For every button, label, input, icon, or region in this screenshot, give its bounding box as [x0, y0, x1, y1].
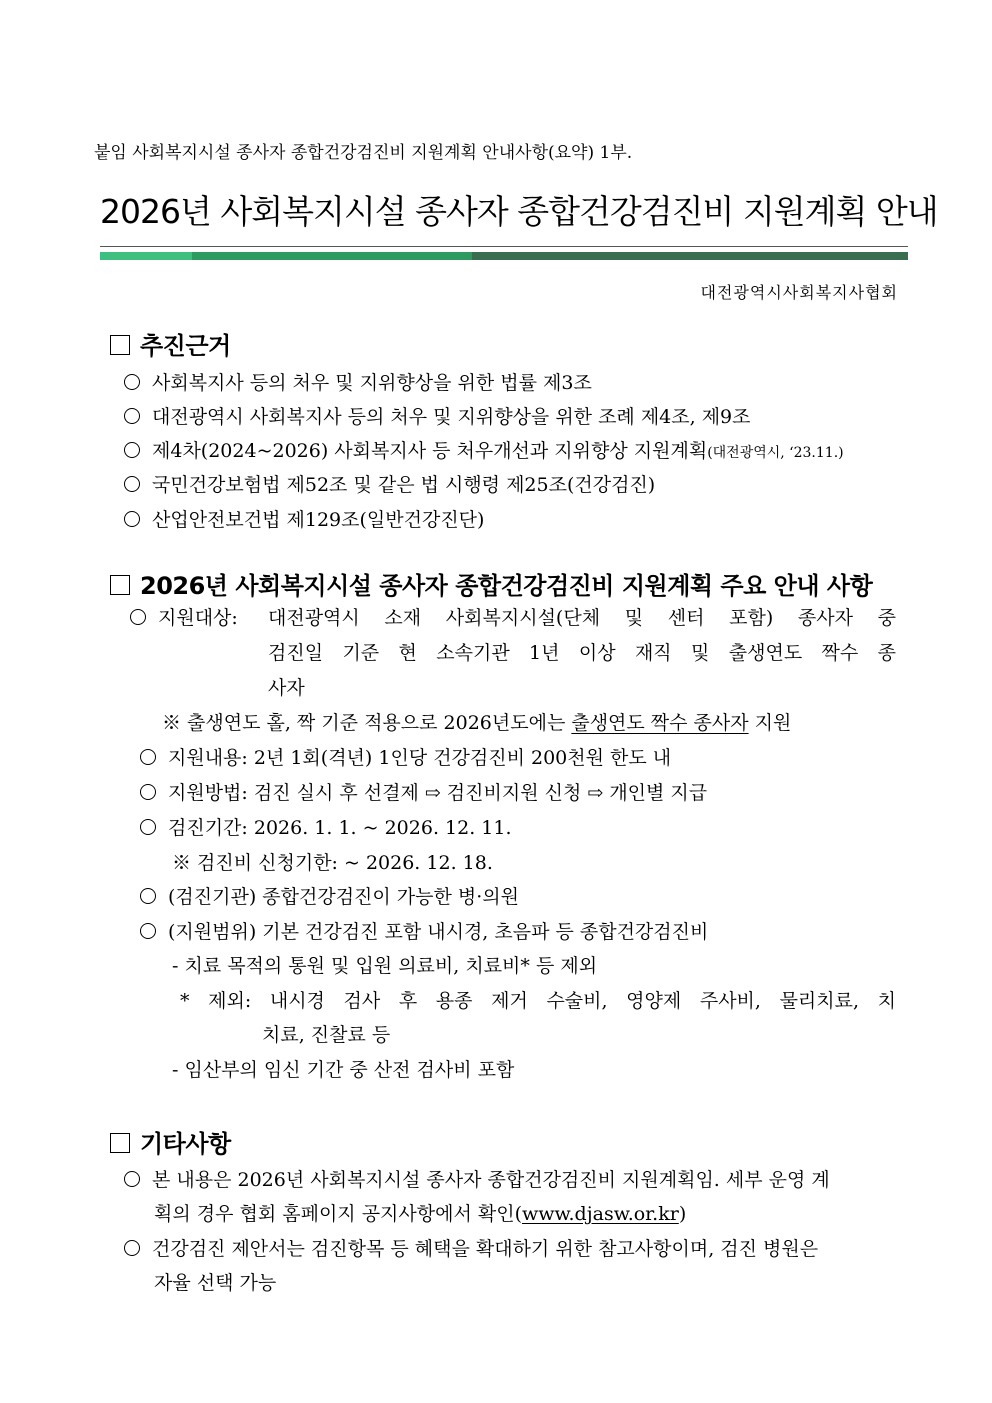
circle-bullet-icon	[130, 609, 146, 625]
circle-bullet-icon	[124, 476, 140, 492]
exclusion-item: - 치료 목적의 통원 및 입원 의료비, 치료비* 등 제외	[172, 955, 598, 977]
circle-bullet-icon	[124, 1240, 140, 1256]
circle-bullet-icon	[140, 819, 156, 835]
organization-name: 대전광역시사회복지사협회	[700, 283, 898, 302]
page-title: 2026년 사회복지시설 종사자 종합건강검진비 지원계획 안내	[100, 192, 938, 231]
target-line-1: 대전광역시 소재 사회복지시설(단체 및 센터 포함) 종사자 중	[268, 607, 896, 629]
list-item: 제4차(2024~2026) 사회복지사 등 처우개선과 지위향상 지원계획(대전광역시, ‘23.11.)	[124, 436, 844, 463]
association-homepage-link[interactable]: www.djasw.or.kr	[521, 1203, 679, 1225]
circle-bullet-icon	[140, 749, 156, 765]
circle-bullet-icon	[124, 1171, 140, 1187]
exclusion-detail-line-2: 치료, 진찰료 등	[262, 1024, 391, 1046]
circle-bullet-icon	[124, 408, 140, 424]
etc-item-2-line-1: 건강검진 제안서는 검진항목 등 혜택을 확대하기 위한 참고사항이며, 검진 병원은	[124, 1234, 896, 1261]
target-line-2: 검진일 기준 현 소속기관 1년 이상 재직 및 출생연도 짝수 종	[268, 642, 896, 664]
list-item: 산업안전보건법 제129조(일반건강진단)	[124, 505, 484, 532]
etc-item-1-line-2: 획의 경우 협회 홈페이지 공지사항에서 확인(www.djasw.or.kr)	[154, 1203, 687, 1225]
circle-bullet-icon	[124, 442, 140, 458]
circle-bullet-icon	[140, 923, 156, 939]
exclusion-detail-line-1: * 제외: 내시경 검사 후 용종 제거 수술비, 영양제 주사비, 물리치료, 치	[180, 990, 896, 1012]
list-item: 지원방법: 검진 실시 후 선결제 ⇨ 검진비지원 신청 ⇨ 개인별 지급	[140, 778, 707, 805]
list-item: 대전광역시 사회복지사 등의 처우 및 지위향상을 위한 조례 제4조, 제9조	[124, 402, 751, 429]
section-heading-label: 기타사항	[140, 1130, 231, 1158]
rule-segment-mid	[192, 252, 472, 260]
section-heading-label: 추진근거	[140, 332, 231, 360]
checkbox-square-icon	[110, 1133, 130, 1153]
circle-bullet-icon	[140, 784, 156, 800]
pregnancy-item: - 임산부의 임신 기간 중 산전 검사비 포함	[172, 1059, 515, 1081]
target-line-3: 사자	[268, 677, 305, 699]
plan-date-note: (대전광역시, ‘23.11.)	[707, 445, 844, 461]
application-deadline-note: ※ 검진비 신청기한: ~ 2026. 12. 18.	[172, 852, 493, 874]
rule-segment-light	[100, 252, 192, 260]
circle-bullet-icon	[140, 888, 156, 904]
title-rule-thick	[100, 252, 908, 260]
list-item: (지원범위) 기본 건강검진 포함 내시경, 초음파 등 종합건강검진비	[140, 917, 708, 944]
section-heading-etc	[110, 1124, 231, 1159]
birth-year-note: ※ 출생연도 홀, 짝 기준 적용으로 2026년도에는 출생연도 짝수 종사자 지원	[162, 712, 792, 734]
list-item: 사회복지사 등의 처우 및 지위향상을 위한 법률 제3조	[124, 368, 592, 395]
list-item: 지원내용: 2년 1회(격년) 1인당 건강검진비 200천원 한도 내	[140, 743, 671, 770]
etc-item-2-line-2: 자율 선택 가능	[154, 1272, 277, 1294]
list-item: 검진기간: 2026. 1. 1. ~ 2026. 12. 11.	[140, 813, 512, 840]
target-label-line: 지원대상:	[130, 603, 238, 630]
section-heading-guide	[110, 566, 872, 601]
etc-item-1-line-1: 본 내용은 2026년 사회복지시설 종사자 종합건강검진비 지원계획임. 세부 운영 계	[124, 1165, 896, 1192]
circle-bullet-icon	[124, 511, 140, 527]
list-item: 국민건강보험법 제52조 및 같은 법 시행령 제25조(건강검진)	[124, 470, 655, 497]
circle-bullet-icon	[124, 374, 140, 390]
even-year-emphasis: 출생연도 짝수 종사자	[571, 712, 749, 734]
list-item: (검진기관) 종합건강검진이 가능한 병·의원	[140, 882, 519, 909]
title-rule-thin	[100, 246, 908, 247]
section-heading-label: 2026년 사회복지시설 종사자 종합건강검진비 지원계획 주요 안내 사항	[140, 572, 873, 600]
checkbox-square-icon	[110, 575, 130, 595]
checkbox-square-icon	[110, 335, 130, 355]
rule-segment-dark	[472, 252, 908, 260]
attachment-note: 붙임 사회복지시설 종사자 종합건강검진비 지원계획 안내사항(요약) 1부.	[94, 143, 633, 163]
section-heading-basis	[110, 326, 231, 361]
